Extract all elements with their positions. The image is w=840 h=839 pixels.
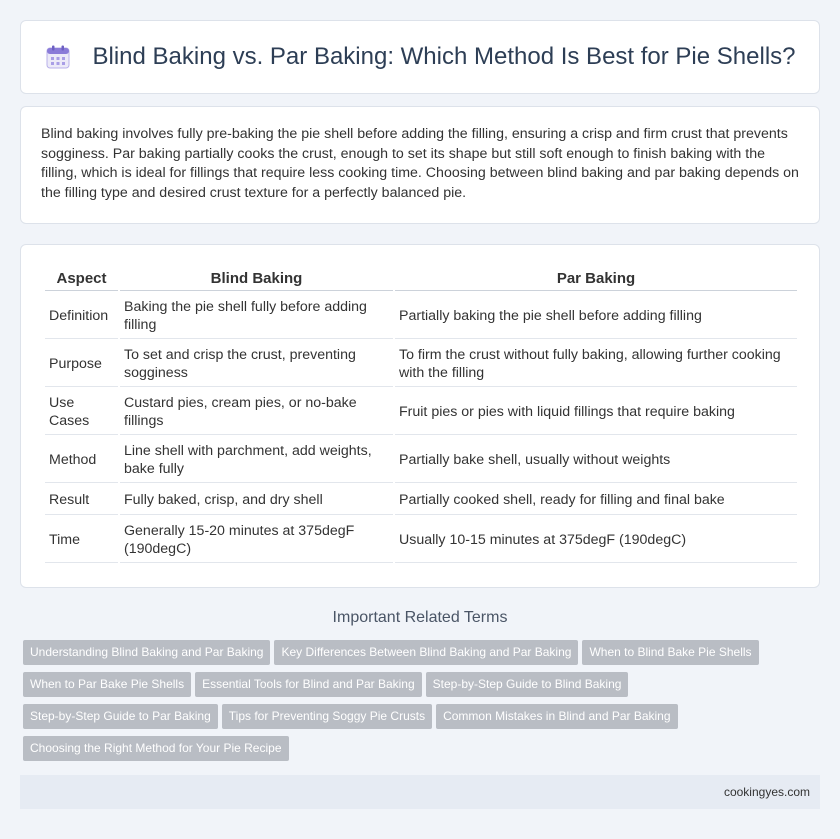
row-blind: Generally 15-20 minutes at 375degF (190degC): [120, 517, 393, 563]
header-par-baking: Par Baking: [395, 267, 797, 291]
comparison-table-card: [20, 244, 820, 588]
related-term-tag[interactable]: Step-by-Step Guide to Blind Baking: [426, 672, 629, 697]
related-term-tag[interactable]: Common Mistakes in Blind and Par Baking: [436, 704, 677, 729]
row-aspect: Definition: [45, 293, 118, 339]
row-par: Fruit pies or pies with liquid fillings that require baking: [395, 389, 797, 435]
row-aspect: Use Cases: [45, 389, 118, 435]
related-term-tag[interactable]: Choosing the Right Method for Your Pie Recipe: [23, 736, 289, 761]
table-header-row: [45, 267, 797, 291]
related-terms-title: Important Related Terms: [332, 609, 508, 626]
row-aspect: Time: [45, 517, 118, 563]
footer: [20, 775, 820, 809]
row-aspect: Result: [45, 485, 118, 515]
table-row: [45, 485, 797, 515]
page-title: Blind Baking vs. Par Baking: Which Method Is Best for Pie Shells?: [92, 43, 796, 70]
calendar-icon: [45, 44, 71, 70]
footer-site-link[interactable]: cookingyes.com: [723, 785, 810, 799]
header-aspect: Aspect: [45, 267, 118, 291]
row-blind: Line shell with parchment, add weights, bake fully: [120, 437, 393, 483]
related-term-tag[interactable]: Step-by-Step Guide to Par Baking: [23, 704, 218, 729]
intro-card: [20, 106, 820, 224]
row-par: Partially baking the pie shell before adding filling: [395, 293, 797, 339]
table-row: [45, 293, 797, 339]
row-blind: Custard pies, cream pies, or no-bake fillings: [120, 389, 393, 435]
row-blind: Baking the pie shell fully before adding filling: [120, 293, 393, 339]
related-term-tag[interactable]: Tips for Preventing Soggy Pie Crusts: [222, 704, 432, 729]
row-par: Partially bake shell, usually without weights: [395, 437, 797, 483]
table-row: [45, 389, 797, 435]
title-card: [20, 20, 820, 94]
related-term-tag[interactable]: Key Differences Between Blind Baking and Par Baking: [274, 640, 578, 665]
related-term-tag[interactable]: Understanding Blind Baking and Par Baking: [23, 640, 270, 665]
header-blind-baking: Blind Baking: [120, 267, 393, 291]
table-row: [45, 517, 797, 563]
related-term-tag[interactable]: When to Par Bake Pie Shells: [23, 672, 191, 697]
related-term-tag[interactable]: Essential Tools for Blind and Par Baking: [195, 672, 422, 697]
related-terms-list: [23, 640, 803, 768]
intro-paragraph: Blind baking involves fully pre-baking the pie shell before adding the filling, ensuring a crisp and firm crust that prevents sogginess. Par baking partially cooks the crust, enough to set its shape but still soft enough to finish baking with the filling, which is ideal for fillings that require less cooking time. Choosing between blind baking and par baking depends on the filling type and desired crust texture for a perfectly balanced pie.: [41, 126, 799, 201]
table-row: [45, 437, 797, 483]
related-term-tag[interactable]: When to Blind Bake Pie Shells: [582, 640, 758, 665]
row-aspect: Method: [45, 437, 118, 483]
table-row: [45, 341, 797, 387]
row-aspect: Purpose: [45, 341, 118, 387]
row-blind: Fully baked, crisp, and dry shell: [120, 485, 393, 515]
row-par: Partially cooked shell, ready for filling and final bake: [395, 485, 797, 515]
row-par: Usually 10-15 minutes at 375degF (190degC): [395, 517, 797, 563]
row-par: To firm the crust without fully baking, allowing further cooking with the filling: [395, 341, 797, 387]
comparison-table: [43, 265, 799, 565]
row-blind: To set and crisp the crust, preventing sogginess: [120, 341, 393, 387]
